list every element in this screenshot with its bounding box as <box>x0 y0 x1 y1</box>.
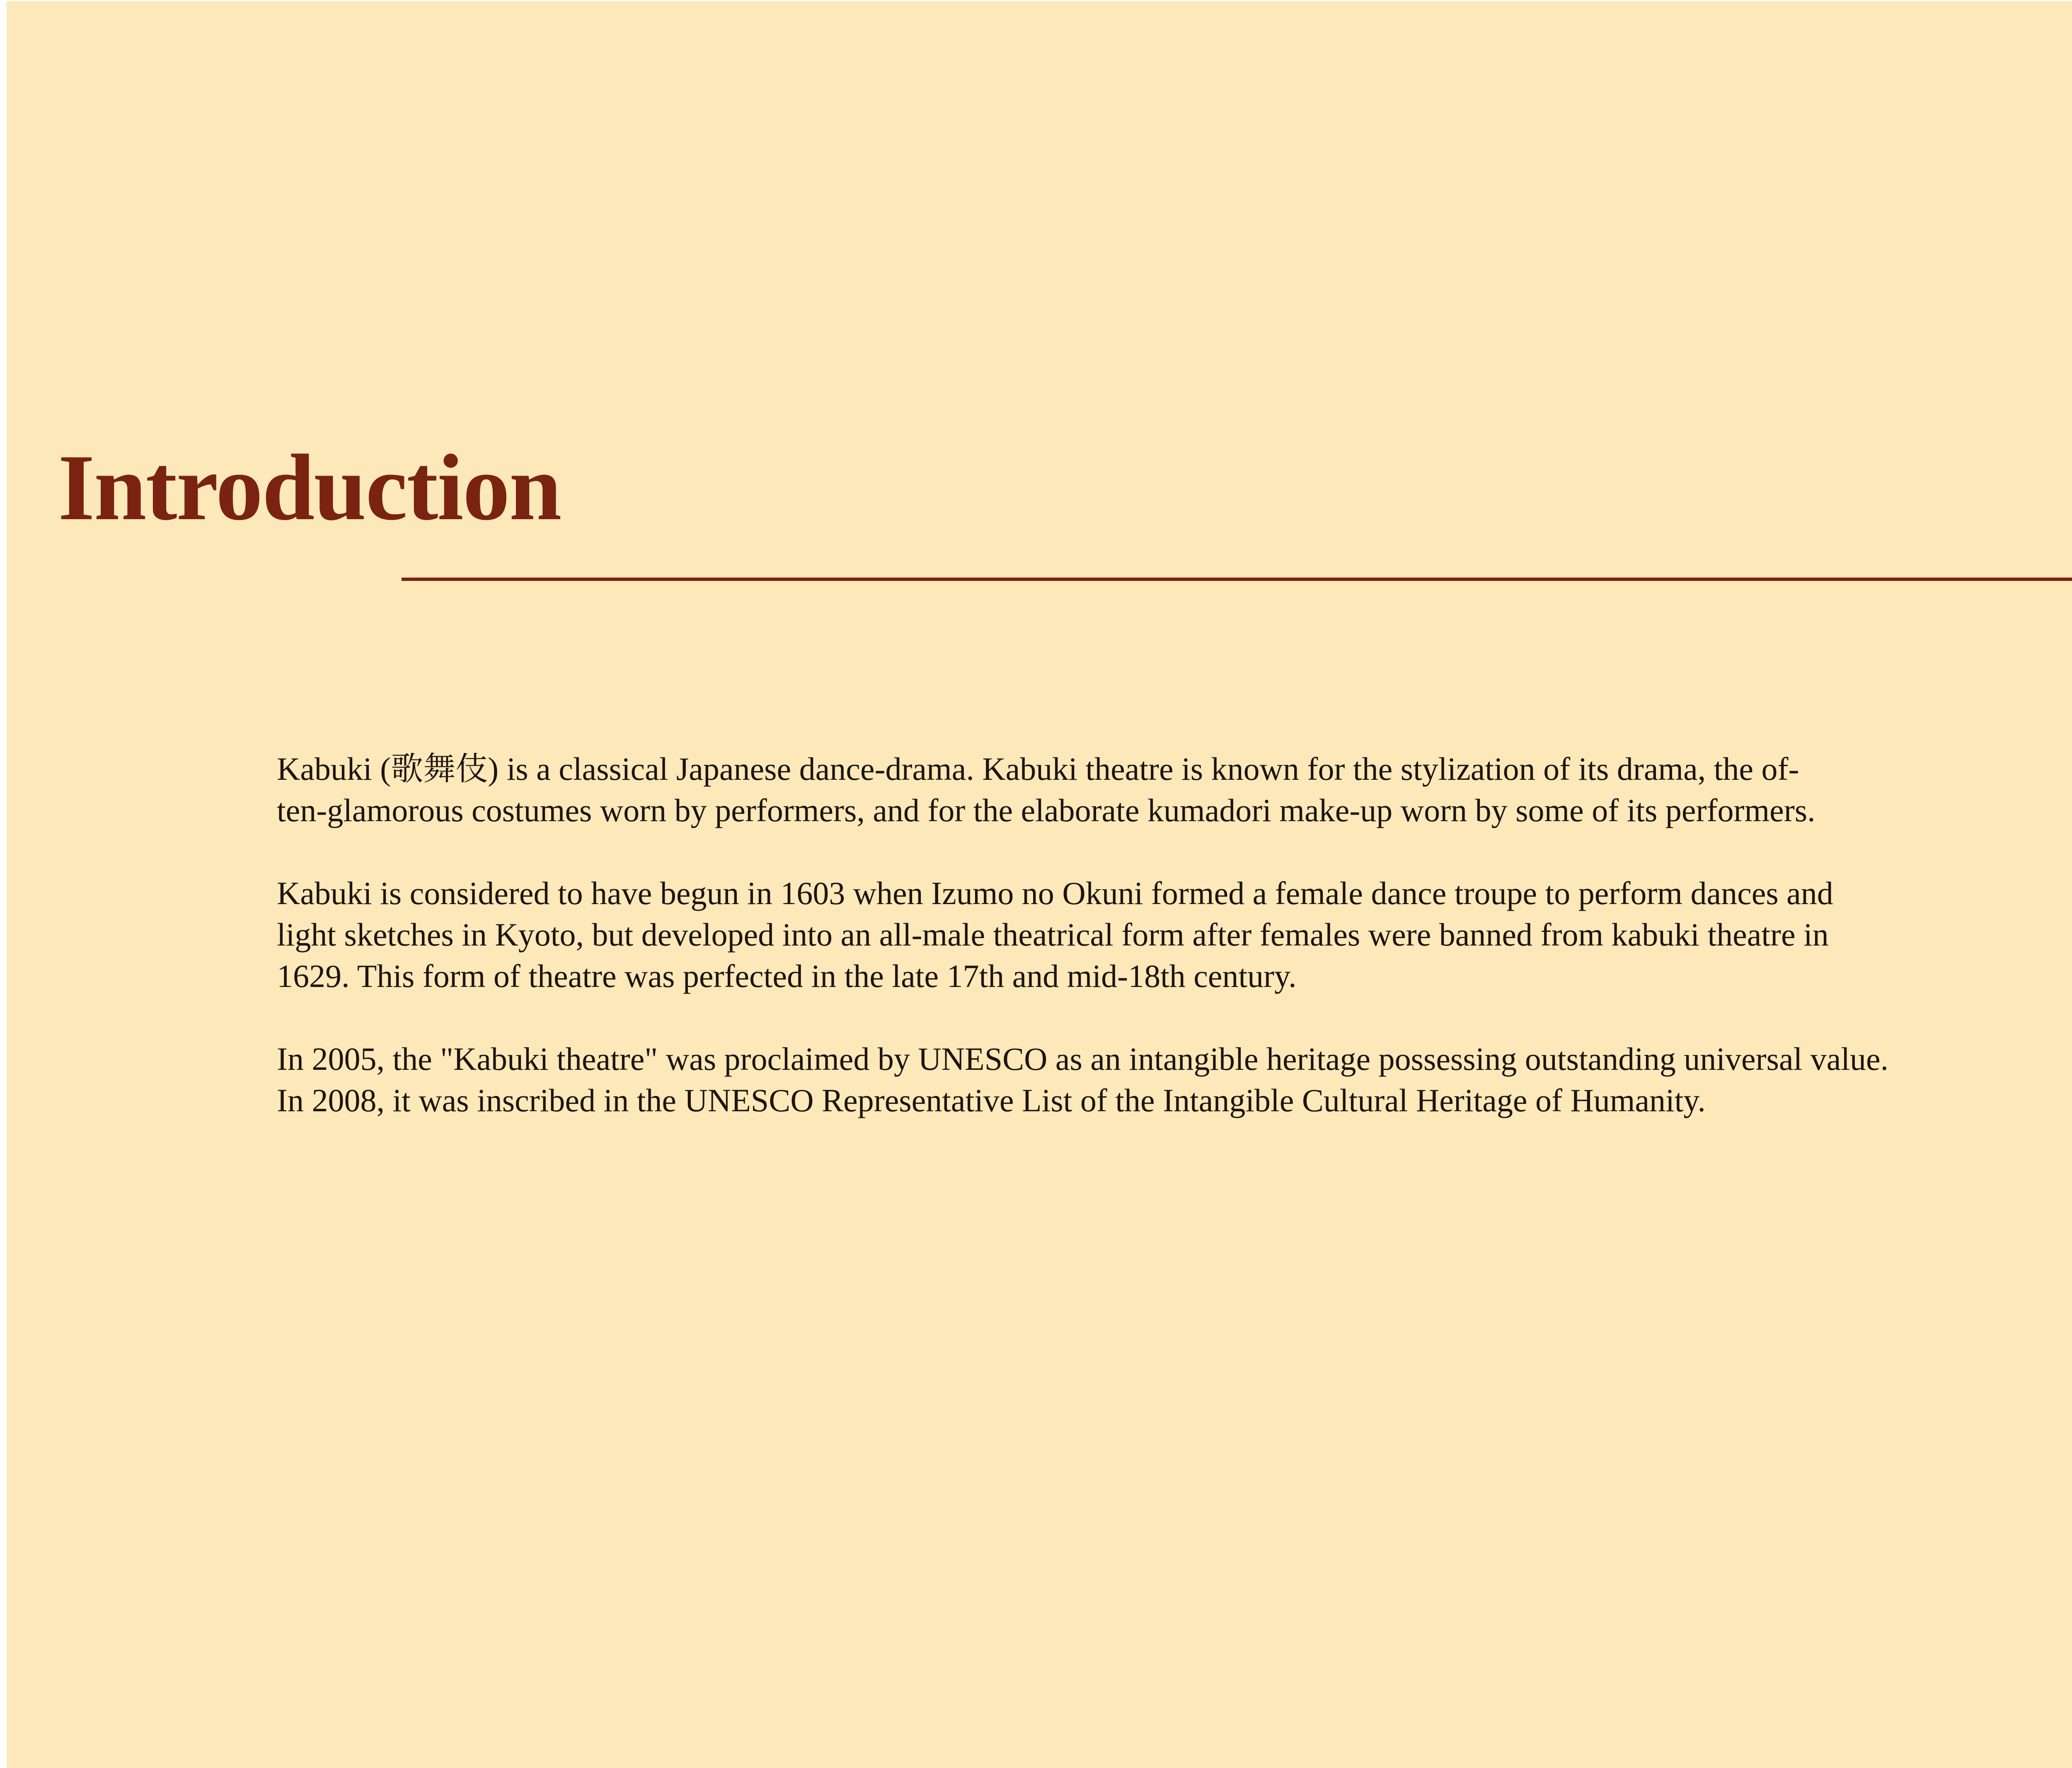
paragraph-line: In 2005, the "Kabuki theatre" was proclaimed by UNESCO as an intangible heritage possessing outstanding universal value. <box>277 1041 1889 1077</box>
page-title: Introduction <box>58 435 561 540</box>
body-text <box>277 748 2017 1163</box>
paragraph-line: Kabuki (歌舞伎) is a classical Japanese dance-drama. Kabuki theatre is known for the stylization of its drama, the of- <box>277 751 1799 787</box>
paragraph-unesco <box>277 1038 2017 1121</box>
paragraph-line: Kabuki is considered to have begun in 1603 when Izumo no Okuni formed a female dance troupe to perform dances and <box>277 875 1833 911</box>
title-divider <box>402 578 2072 581</box>
paragraph-line: light sketches in Kyoto, but developed into an all-male theatrical form after females were banned from kabuki theatre in <box>277 917 1829 953</box>
document-page <box>7 1 2072 1768</box>
paragraph-line: In 2008, it was inscribed in the UNESCO Representative List of the Intangible Cultural Heritage of Humanity. <box>277 1082 1706 1118</box>
paragraph-intro <box>277 748 2017 831</box>
paragraph-line: 1629. This form of theatre was perfected in the late 17th and mid-18th century. <box>277 958 1297 994</box>
paragraph-line: ten-glamorous costumes worn by performers, and for the elaborate kumadori make-up worn by some of its performers. <box>277 792 1815 828</box>
paragraph-history <box>277 873 2017 997</box>
